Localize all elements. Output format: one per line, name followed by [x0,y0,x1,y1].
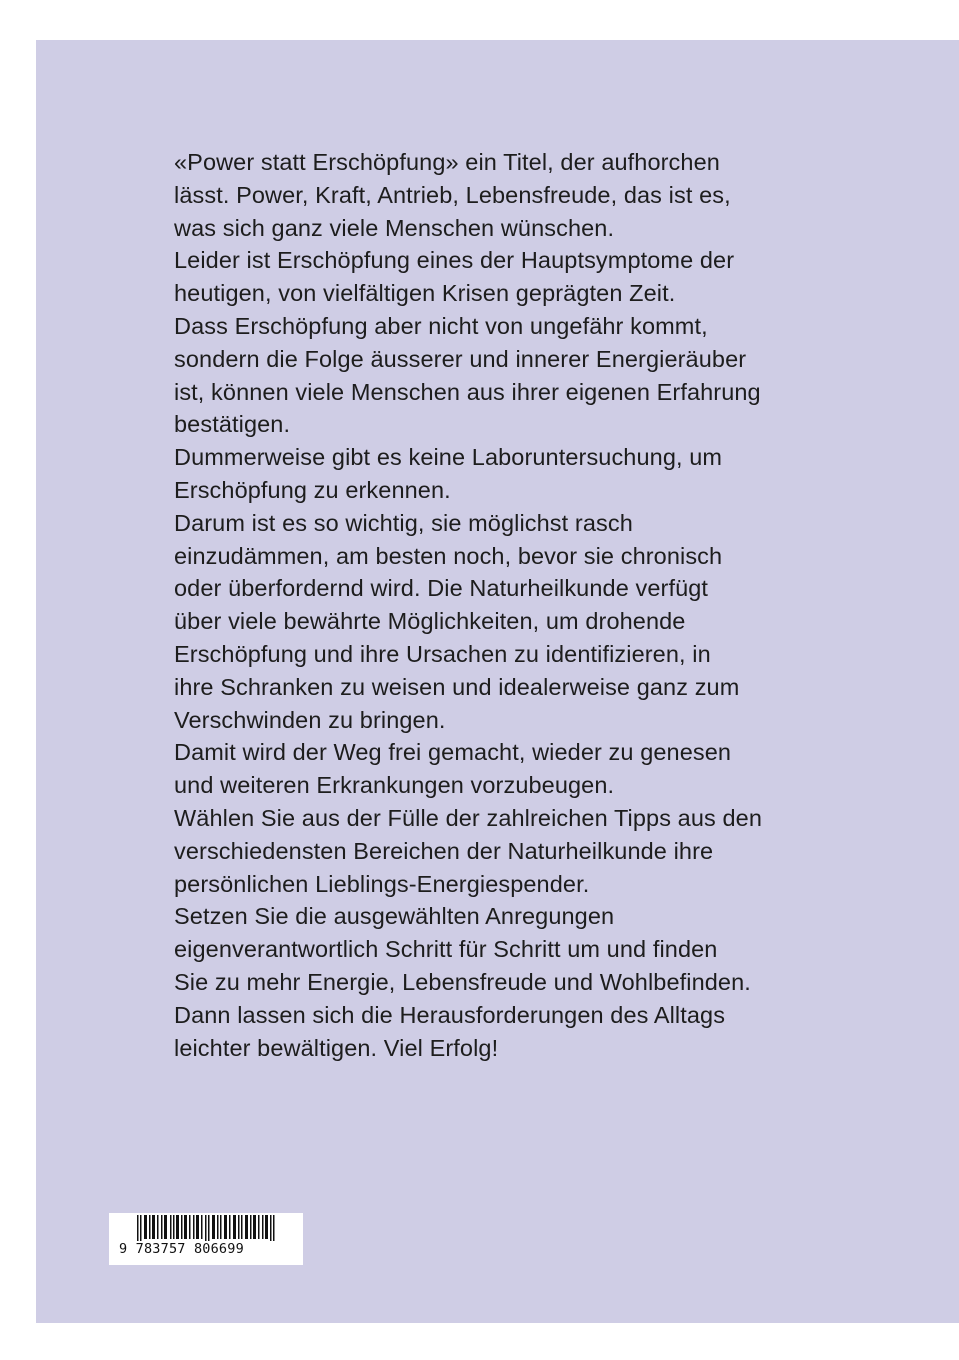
blurb-line: oder überfordernd wird. Die Naturheilkunde verfügt [174,575,709,602]
blurb-line: sondern die Folge äusserer und innerer Energieräuber [174,345,747,372]
blurb-line: Darum ist es so wichtig, sie möglichst rasch [174,509,633,536]
blurb-line: bestätigen. [174,411,291,438]
blurb-line: leichter bewältigen. Viel Erfolg! [174,1034,499,1061]
blurb-line: lässt. Power, Kraft, Antrieb, Lebensfreude, das ist es, [174,181,731,208]
blurb-line: Verschwinden zu bringen. [174,706,446,733]
blurb-line: ist, können viele Menschen aus ihrer eigenen Erfahrung [174,378,761,405]
blurb-line: einzudämmen, am besten noch, bevor sie chronisch [174,542,723,569]
blurb-line: Setzen Sie die ausgewählten Anregungen [174,903,615,930]
barcode-bars-icon [109,1213,303,1265]
blurb-line: verschiedensten Bereichen der Naturheilkunde ihre [174,837,714,864]
blurb-line: Erschöpfung zu erkennen. [174,476,451,503]
blurb-line: ihre Schranken zu weisen und idealerweise ganz zum [174,673,740,700]
blurb-line: Sie zu mehr Energie, Lebensfreude und Wohlbefinden. [174,968,751,995]
blurb-line: persönlichen Lieblings-Energiespender. [174,870,590,897]
blurb-line: Leider ist Erschöpfung eines der Hauptsymptome der [174,247,735,274]
blurb-line: «Power statt Erschöpfung» ein Titel, der aufhorchen [174,149,720,175]
blurb-line: heutigen, von vielfältigen Krisen geprägten Zeit. [174,280,676,307]
blurb-line: über viele bewährte Möglichkeiten, um drohende [174,608,686,635]
blurb-line: Wählen Sie aus der Fülle der zahlreichen Tipps aus den [174,804,763,831]
blurb-line: Erschöpfung und ihre Ursachen zu identifizieren, in [174,640,711,667]
blurb-line: Dann lassen sich die Herausforderungen des Alltags [174,1001,726,1028]
blurb-line: und weiteren Erkrankungen vorzubeugen. [174,772,615,799]
blurb-line: Dass Erschöpfung aber nicht von ungefähr kommt, [174,312,708,339]
blurb-line: Dummerweise gibt es keine Laboruntersuchung, um [174,444,723,471]
blurb-line: eigenverantwortlich Schritt für Schritt um und finden [174,936,718,963]
blurb-text [174,146,864,1064]
isbn-digits: 9 783757 806699 [119,1241,244,1257]
isbn-barcode [109,1213,303,1265]
blurb-line: Damit wird der Weg frei gemacht, wieder zu genesen [174,739,732,766]
blurb-line: was sich ganz viele Menschen wünschen. [174,214,615,241]
